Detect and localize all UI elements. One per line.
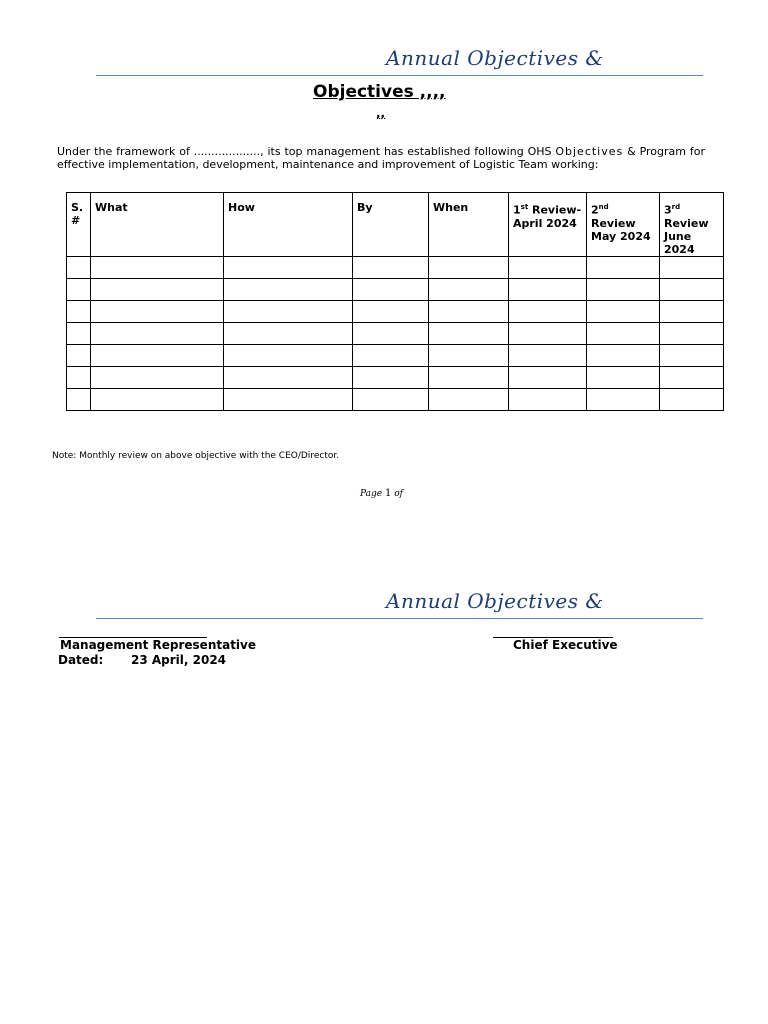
- header-when: When: [429, 193, 509, 257]
- table-cell: [509, 366, 587, 388]
- header-by: By: [353, 193, 429, 257]
- table-cell: [660, 256, 724, 278]
- table-cell: [587, 278, 660, 300]
- intro-paragraph: [57, 145, 705, 171]
- table-cell: [429, 256, 509, 278]
- table-row: [67, 256, 724, 278]
- table-cell: [509, 278, 587, 300]
- table-cell: [509, 388, 587, 410]
- header-how: How: [224, 193, 353, 257]
- header-title: Annual Objectives &: [386, 46, 604, 70]
- table-cell: [91, 388, 224, 410]
- table-cell: [429, 344, 509, 366]
- table-cell: [353, 344, 429, 366]
- table-row: [67, 278, 724, 300]
- table-cell: [353, 388, 429, 410]
- document-title-continuation: ,,: [376, 106, 386, 120]
- header-rule: [96, 75, 703, 76]
- table-cell: [224, 256, 353, 278]
- table-cell: [353, 300, 429, 322]
- header-title-page2: Annual Objectives &: [386, 589, 604, 613]
- table-cell: [67, 366, 91, 388]
- table-cell: [91, 300, 224, 322]
- table-cell: [67, 278, 91, 300]
- table-cell: [91, 366, 224, 388]
- management-representative-label: Management Representative: [60, 638, 257, 652]
- dated-label: Dated:: [58, 653, 104, 667]
- table-cell: [67, 256, 91, 278]
- table-cell: [509, 256, 587, 278]
- table-cell: [660, 322, 724, 344]
- table-cell: [224, 278, 353, 300]
- table-cell: [429, 366, 509, 388]
- table-cell: [429, 300, 509, 322]
- table-row: [67, 322, 724, 344]
- table-row: [67, 344, 724, 366]
- table-cell: [587, 300, 660, 322]
- table-cell: [660, 344, 724, 366]
- table-cell: [353, 256, 429, 278]
- table-cell: [224, 344, 353, 366]
- table-cell: [587, 388, 660, 410]
- table-row: [67, 388, 724, 410]
- table-cell: [224, 322, 353, 344]
- table-cell: [67, 322, 91, 344]
- table-cell: [224, 366, 353, 388]
- header-rule-page2: [96, 618, 703, 619]
- table-cell: [429, 388, 509, 410]
- table-cell: [67, 344, 91, 366]
- table-cell: [353, 366, 429, 388]
- table-cell: [660, 278, 724, 300]
- chief-executive-label: Chief Executive: [513, 638, 618, 652]
- table-cell: [587, 344, 660, 366]
- table-cell: [67, 300, 91, 322]
- table-cell: [429, 278, 509, 300]
- table-row: [67, 366, 724, 388]
- table-cell: [509, 344, 587, 366]
- table-header-row: [67, 193, 724, 257]
- table-cell: [91, 322, 224, 344]
- table-cell: [587, 366, 660, 388]
- table-cell: [224, 388, 353, 410]
- table-row: [67, 300, 724, 322]
- table-cell: [660, 300, 724, 322]
- table-cell: [660, 388, 724, 410]
- table-cell: [587, 322, 660, 344]
- table-cell: [509, 300, 587, 322]
- table-cell: [91, 256, 224, 278]
- dated-value: 23 April, 2024: [131, 653, 227, 667]
- objectives-table: [66, 192, 724, 411]
- table-cell: [353, 278, 429, 300]
- table-cell: [587, 256, 660, 278]
- intro-text-objectives: Objectives: [555, 145, 624, 158]
- table-cell: [91, 344, 224, 366]
- header-what: What: [91, 193, 224, 257]
- table-cell: [91, 278, 224, 300]
- table-body: [67, 256, 724, 410]
- header-first-review: 1st Review- April 2024: [509, 193, 587, 257]
- table-cell: [224, 300, 353, 322]
- table-cell: [67, 388, 91, 410]
- table-cell: [429, 322, 509, 344]
- intro-text-2: & Program for effective implementation, development, maintenance and improvement of Logistic Team working:: [57, 145, 705, 171]
- header-third-review: 3rd Review June 2024: [660, 193, 724, 257]
- page-number: Page 1 of: [360, 488, 403, 499]
- header-sno: S. #: [67, 193, 91, 257]
- table-cell: [660, 366, 724, 388]
- table-cell: [509, 322, 587, 344]
- document-title: Objectives ,,,,: [313, 82, 446, 102]
- header-second-review: 2nd Review May 2024: [587, 193, 660, 257]
- intro-text-1: Under the framework of ..................., its top management has established following OHS: [57, 145, 556, 158]
- review-note: Note: Monthly review on above objective with the CEO/Director.: [52, 451, 340, 461]
- table-cell: [353, 322, 429, 344]
